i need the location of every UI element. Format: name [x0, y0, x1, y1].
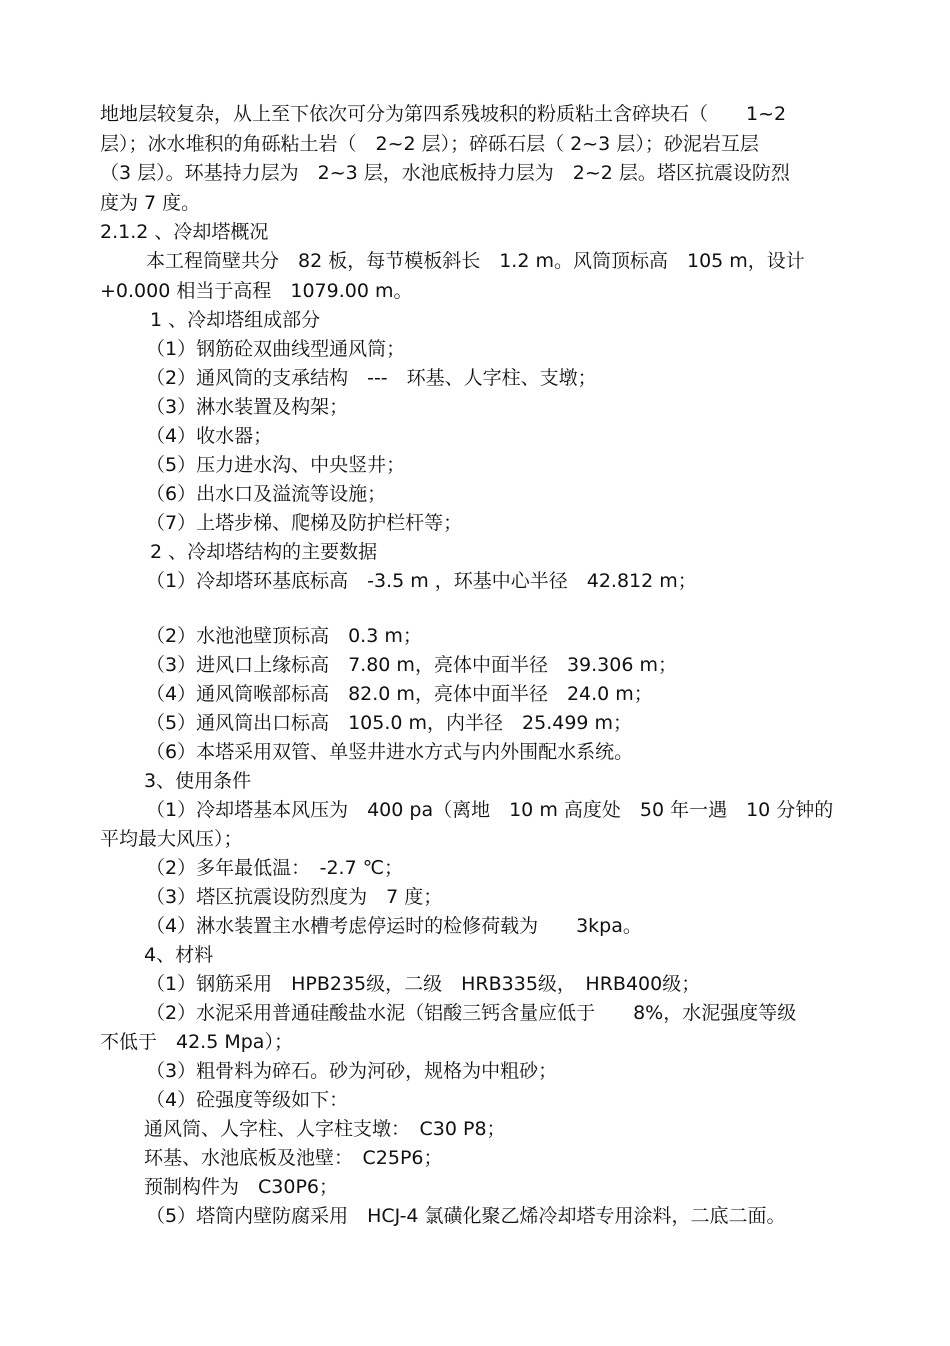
list-item: （6）出水口及溢流等设施；	[146, 483, 387, 505]
subsection-heading: 3、使用条件	[144, 770, 252, 792]
list-item: （1）冷却塔环基底标高 -3.5 m ，环基中心半径 42.812 m；	[146, 570, 697, 592]
paragraph-line: 层）；冰水堆积的角砾粘土岩（ 2~2 层）；碎砾石层（ 2~3 层）；砂泥岩互层	[100, 133, 759, 155]
subsection-heading: 2 、冷却塔结构的主要数据	[150, 541, 378, 563]
list-item: （4）淋水装置主水槽考虑停运时的检修荷载为 3kpa。	[146, 915, 642, 937]
list-item: （7）上塔步梯、爬梯及防护栏杆等；	[146, 512, 463, 534]
list-item: （5）压力进水沟、中央竖井；	[146, 454, 406, 476]
paragraph-line: +0.000 相当于高程 1079.00 m。	[100, 280, 413, 302]
list-item: （4）砼强度等级如下：	[146, 1089, 349, 1111]
list-item: （3）进风口上缘标高 7.80 m，亮体中面半径 39.306 m；	[146, 654, 677, 676]
paragraph-line: （3 层）。环基持力层为 2~3 层，水池底板持力层为 2~2 层。塔区抗震设防烈	[100, 162, 790, 184]
list-item: （1）钢筋采用 HPB235级，二级 HRB335级， HRB400级；	[146, 973, 701, 995]
paragraph-line: 本工程筒壁共分 82 板，每节模板斜长 1.2 m。风筒顶标高 105 m，设计	[146, 250, 805, 272]
list-item: （6）本塔采用双管、单竖井进水方式与内外围配水系统。	[146, 741, 634, 763]
section-heading: 2.1.2 、冷却塔概况	[100, 221, 269, 243]
subsection-heading: 4、材料	[144, 944, 214, 966]
list-item: （3）粗骨料为碎石。砂为河砂，规格为中粗砂；	[146, 1060, 558, 1082]
list-item: （2）通风筒的支承结构 --- 环基、人字柱、支墩；	[146, 367, 597, 389]
paragraph-line: 度为 7 度。	[100, 192, 201, 214]
list-item: （2）多年最低温： -2.7 ℃；	[146, 857, 404, 879]
material-line: 环基、水池底板及池壁： C25P6；	[144, 1147, 443, 1169]
paragraph-line: 地地层较复杂，从上至下依次可分为第四系残坡积的粉质粘土含碎块石（ 1~2	[100, 103, 787, 125]
list-item: （1）钢筋砼双曲线型通风筒；	[146, 338, 406, 360]
paragraph-line: 不低于 42.5 Mpa）；	[100, 1031, 293, 1053]
list-item: （2）水泥采用普通硅酸盐水泥（铝酸三钙含量应低于 8%，水泥强度等级	[146, 1002, 797, 1024]
list-item: （3）淋水装置及构架；	[146, 396, 349, 418]
list-item: （1）冷却塔基本风压为 400 pa（离地 10 m 高度处 50 年一遇 10 分钟的	[146, 799, 834, 821]
list-item: （2）水池池壁顶标高 0.3 m；	[146, 625, 422, 647]
paragraph-line: 平均最大风压）；	[100, 828, 243, 850]
material-line: 预制构件为 C30P6；	[144, 1176, 338, 1198]
list-item: （5）通风筒出口标高 105.0 m，内半径 25.499 m；	[146, 712, 633, 734]
material-line: 通风筒、人字柱、人字柱支墩： C30 P8；	[144, 1118, 506, 1140]
list-item: （4）收水器；	[146, 425, 273, 447]
subsection-heading: 1 、冷却塔组成部分	[150, 309, 321, 331]
list-item: （4）通风筒喉部标高 82.0 m，亮体中面半径 24.0 m；	[146, 683, 653, 705]
list-item: （5）塔筒内壁防腐采用 HCJ-4 氯磺化聚乙烯冷却塔专用涂料，二底二面。	[146, 1205, 786, 1227]
list-item: （3）塔区抗震设防烈度为 7 度；	[146, 886, 443, 908]
